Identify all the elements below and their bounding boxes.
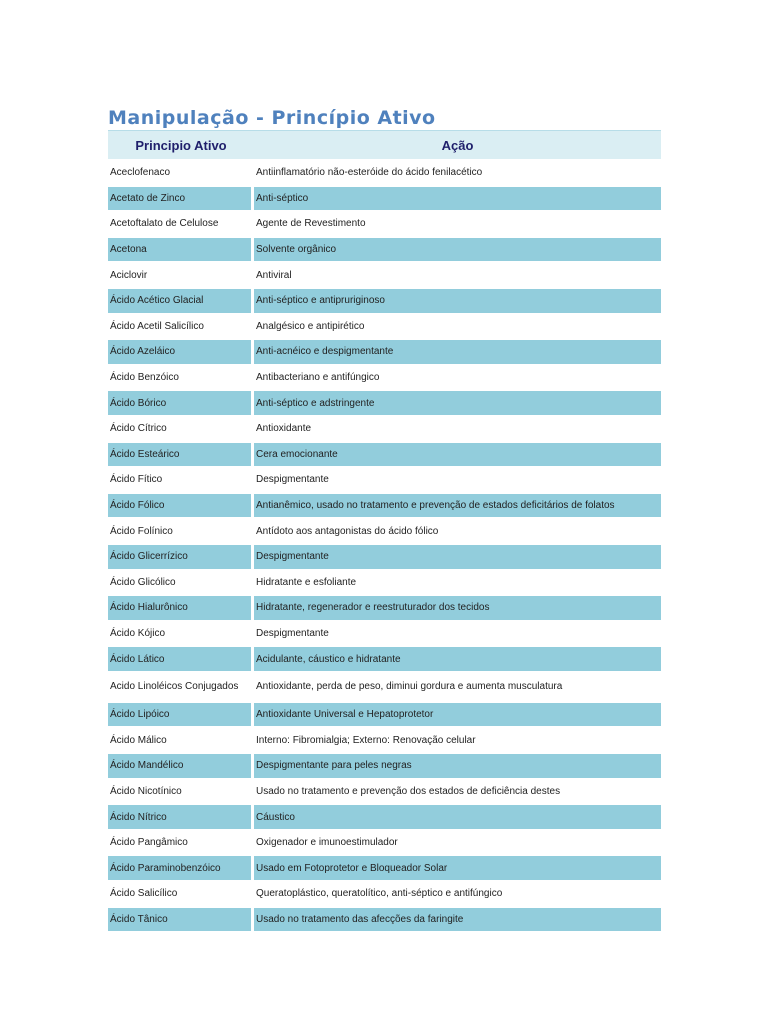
table-row — [108, 187, 661, 213]
table-row — [108, 494, 661, 520]
table-row — [108, 212, 661, 238]
table-row — [108, 831, 661, 857]
principio-ativo-cell: Ácido Fólico — [108, 494, 254, 520]
acao-cell: Despigmentante — [254, 622, 661, 648]
principio-ativo-cell: Ácido Benzóico — [108, 366, 254, 392]
table-row — [108, 856, 661, 882]
acao-cell: Oxigenador e imunoestimulador — [254, 831, 661, 857]
acao-cell: Cera emocionante — [254, 443, 661, 469]
principio-ativo-cell: Ácido Lipóico — [108, 703, 254, 729]
acao-cell: Antibacteriano e antifúngico — [254, 366, 661, 392]
table-row — [108, 545, 661, 571]
acao-cell: Usado no tratamento das afecções da faringite — [254, 908, 661, 934]
header-row — [108, 131, 661, 161]
principio-ativo-cell: Ácido Acetil Salicílico — [108, 315, 254, 341]
acao-cell: Despigmentante — [254, 468, 661, 494]
acao-cell: Hidratante e esfoliante — [254, 571, 661, 597]
acao-cell: Antiviral — [254, 263, 661, 289]
principio-ativo-cell: Ácido Málico — [108, 728, 254, 754]
acao-cell: Antiinflamatório não-esteróide do ácido fenilacético — [254, 161, 661, 187]
table-row — [108, 908, 661, 934]
acao-cell: Anti-acnéico e despigmentante — [254, 340, 661, 366]
table-row — [108, 754, 661, 780]
principio-ativo-cell: Ácido Paraminobenzóico — [108, 856, 254, 882]
acao-cell: Anti-séptico e adstringente — [254, 391, 661, 417]
principio-ativo-cell: Ácido Lático — [108, 647, 254, 673]
table-row — [108, 391, 661, 417]
acao-cell: Usado no tratamento e prevenção dos estados de deficiência destes — [254, 780, 661, 806]
table-row — [108, 622, 661, 648]
column-header-principio-ativo: Principio Ativo — [108, 131, 254, 161]
principio-ativo-cell: Ácido Esteárico — [108, 443, 254, 469]
principio-ativo-cell: Ácido Tânico — [108, 908, 254, 934]
acao-cell: Anti-séptico — [254, 187, 661, 213]
table-row — [108, 366, 661, 392]
table-row — [108, 780, 661, 806]
principio-ativo-cell: Ácido Salicílico — [108, 882, 254, 908]
principio-ativo-cell: Ácido Glicerrízico — [108, 545, 254, 571]
principio-ativo-cell: Ácido Cítrico — [108, 417, 254, 443]
table-row — [108, 703, 661, 729]
acao-cell: Antioxidante — [254, 417, 661, 443]
principio-ativo-cell: Ácido Folínico — [108, 519, 254, 545]
principio-ativo-cell: Acetato de Zinco — [108, 187, 254, 213]
acao-cell: Antioxidante, perda de peso, diminui gordura e aumenta musculatura — [254, 673, 661, 703]
principio-ativo-cell: Aciclovir — [108, 263, 254, 289]
principio-ativo-cell: Ácido Mandélico — [108, 754, 254, 780]
table-row — [108, 519, 661, 545]
acao-cell: Hidratante, regenerador e reestruturador dos tecidos — [254, 596, 661, 622]
table-row — [108, 673, 661, 703]
table-row — [108, 263, 661, 289]
principio-ativo-cell: Acido Linoléicos Conjugados — [108, 673, 254, 703]
acao-cell: Agente de Revestimento — [254, 212, 661, 238]
table-row — [108, 417, 661, 443]
table-row — [108, 647, 661, 673]
acao-cell: Queratoplástico, queratolítico, anti-séptico e antifúngico — [254, 882, 661, 908]
principio-ativo-cell: Ácido Hialurônico — [108, 596, 254, 622]
principio-ativo-cell: Ácido Acético Glacial — [108, 289, 254, 315]
acao-cell: Despigmentante para peles negras — [254, 754, 661, 780]
principio-ativo-cell: Ácido Nicotínico — [108, 780, 254, 806]
acao-cell: Antídoto aos antagonistas do ácido fólico — [254, 519, 661, 545]
acao-cell: Analgésico e antipirético — [254, 315, 661, 341]
acao-cell: Anti-séptico e antipruriginoso — [254, 289, 661, 315]
table-row — [108, 805, 661, 831]
acao-cell: Solvente orgânico — [254, 238, 661, 264]
principio-ativo-cell: Acetoftalato de Celulose — [108, 212, 254, 238]
principio-ativo-cell: Ácido Bórico — [108, 391, 254, 417]
column-header-acao: Ação — [254, 131, 661, 161]
table-row — [108, 728, 661, 754]
table-row — [108, 468, 661, 494]
principio-ativo-cell: Ácido Kójico — [108, 622, 254, 648]
table-row — [108, 238, 661, 264]
table-row — [108, 882, 661, 908]
table-row — [108, 315, 661, 341]
acao-cell: Antioxidante Universal e Hepatoprotetor — [254, 703, 661, 729]
principio-ativo-cell: Ácido Fítico — [108, 468, 254, 494]
table-body — [108, 161, 661, 933]
table-row — [108, 340, 661, 366]
principio-ativo-cell: Ácido Glicólico — [108, 571, 254, 597]
page-title: Manipulação - Princípio Ativo — [108, 106, 661, 131]
table-row — [108, 571, 661, 597]
acao-cell: Antianêmico, usado no tratamento e prevenção de estados deficitários de folatos — [254, 494, 661, 520]
acao-cell: Usado em Fotoprotetor e Bloqueador Solar — [254, 856, 661, 882]
document-page — [108, 106, 661, 933]
acao-cell: Acidulante, cáustico e hidratante — [254, 647, 661, 673]
ingredients-table — [108, 131, 661, 933]
table-row — [108, 596, 661, 622]
acao-cell: Interno: Fibromialgia; Externo: Renovação celular — [254, 728, 661, 754]
table-row — [108, 289, 661, 315]
table-row — [108, 443, 661, 469]
acao-cell: Cáustico — [254, 805, 661, 831]
table-header — [108, 131, 661, 161]
principio-ativo-cell: Ácido Pangâmico — [108, 831, 254, 857]
acao-cell: Despigmentante — [254, 545, 661, 571]
principio-ativo-cell: Aceclofenaco — [108, 161, 254, 187]
principio-ativo-cell: Acetona — [108, 238, 254, 264]
principio-ativo-cell: Ácido Azeláico — [108, 340, 254, 366]
principio-ativo-cell: Ácido Nítrico — [108, 805, 254, 831]
table-row — [108, 161, 661, 187]
